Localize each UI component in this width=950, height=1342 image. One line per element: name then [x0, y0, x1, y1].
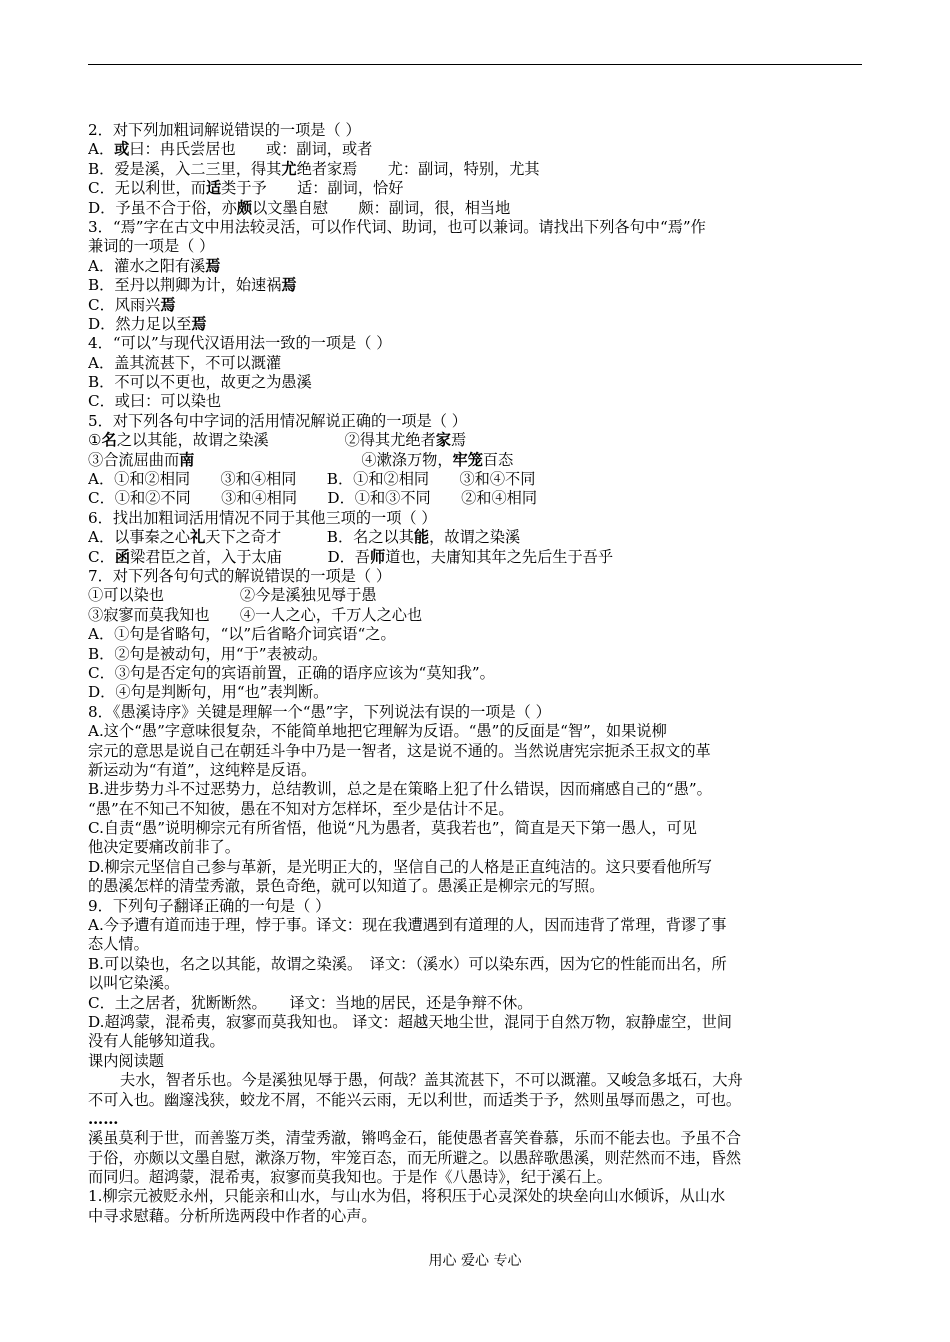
text-segment: 新运动为“有道”，这纯粹是反语。: [88, 760, 317, 779]
text-segment: 百态: [482, 450, 514, 469]
text-segment: 8．《愚溪诗序》关键是理解一个“愚”字，下列说法有误的一项是（ ）: [88, 702, 551, 721]
text-line: [88, 1168, 864, 1187]
text-segment: C.自责“愚”说明柳宗元有所省悟，他说“凡为愚者，莫我若也”，简直是天下第一愚人，可见: [88, 819, 697, 838]
text-line: [88, 935, 864, 954]
text-segment: 宗元的意思是说自己在朝廷斗争中乃是一智者，这是说不通的。当然说唐宪宗扼杀王叔文的革: [88, 741, 711, 760]
text-line: [88, 257, 864, 276]
text-line: [88, 140, 864, 159]
text-segment: 梁君臣之首，入于太庙 D．吾: [130, 547, 370, 566]
text-line: [88, 1187, 864, 1206]
text-line: [88, 392, 864, 411]
text-segment: 9．下列句子翻译正确的一句是（ ）: [88, 896, 331, 915]
text-segment: 7．对下列各句句式的解说错误的一项是（ ）: [88, 566, 392, 585]
text-line: [88, 664, 864, 683]
bold-term: 颇: [236, 198, 253, 217]
text-segment: C．风雨兴: [88, 295, 161, 314]
text-line: [88, 334, 864, 353]
text-segment: D．予虽不合于俗，亦: [88, 198, 237, 217]
text-segment: 4．“可以”与现代汉语用法一致的一项是（ ）: [88, 334, 392, 353]
text-segment: ①: [88, 431, 102, 450]
text-line: [88, 1129, 864, 1148]
text-line: [88, 606, 864, 625]
text-segment: D．④句是判断句，用“也”表判断。: [88, 683, 329, 702]
text-line: [88, 877, 864, 896]
text-line: [88, 276, 864, 295]
text-line: [88, 412, 864, 431]
text-line: [88, 586, 864, 605]
text-line: [88, 373, 864, 392]
text-line: [88, 703, 864, 722]
bold-term: 焉: [191, 314, 207, 333]
text-line: [88, 858, 864, 877]
text-segment: A.今予遭有道而违于理，悖于事。译文：现在我遭遇到有道理的人，因而违背了常理，背谬了事: [88, 916, 727, 935]
text-segment: 夫水，智者乐也。今是溪独见辱于愚，何哉？盖其流甚下，不可以溉灌。又峻急多坻石，大舟: [120, 1071, 743, 1090]
text-segment: 6．找出加粗词活用情况不同于其他三项的一项（ ）: [88, 508, 437, 527]
bold-term: 家: [435, 431, 451, 450]
text-segment: 不可入也。幽邃浅狭，蛟龙不屑，不能兴云雨，无以利世，而适类于予，然则虽辱而愚之，可也。: [88, 1090, 742, 1109]
text-line: [88, 315, 864, 334]
text-line: [88, 451, 864, 470]
text-line: [88, 296, 864, 315]
text-segment: 3．“焉”字在古文中用法较灵活，可以作代词、助词，也可以兼词。请找出下列各句中“焉”作: [88, 217, 706, 236]
text-line: [88, 683, 864, 702]
text-line: [88, 218, 864, 237]
text-segment: 绝者家焉 尤：副词，特别，尤其: [296, 159, 540, 178]
text-line: [88, 431, 864, 450]
bold-term: 焉: [205, 256, 221, 275]
text-segment: 没有人能够知道我。: [88, 1032, 225, 1051]
text-segment: 溪虽莫利于世，而善鉴万类，清莹秀澈，锵鸣金石，能使愚者喜笑眷慕，乐而不能去也。予虽不合: [88, 1129, 742, 1148]
text-segment: 态人情。: [88, 935, 149, 954]
text-segment: ，故谓之染溪: [429, 528, 521, 547]
text-segment: A．灌水之阳有溪: [88, 256, 206, 275]
text-line: [88, 354, 864, 373]
bold-term: 或: [114, 140, 130, 159]
text-segment: 以文墨自慰 颇：副词，很，相当地: [252, 198, 511, 217]
text-segment: C．无以利世，而: [88, 179, 206, 198]
text-segment: B．不可以不更也，故更之为愚溪: [88, 373, 312, 392]
text-line: [88, 819, 864, 838]
bold-term: 名: [101, 431, 117, 450]
text-line: [88, 800, 864, 819]
text-segment: 天下之奇才 B．名之以其: [205, 528, 414, 547]
text-segment: ④漱涤万物，: [194, 450, 453, 469]
text-segment: A．: [88, 140, 115, 159]
text-line: [88, 897, 864, 916]
text-line: [88, 1013, 864, 1032]
text-segment: D.柳宗元坚信自己参与革新，是光明正大的，坚信自己的人格是正直纯洁的。这只要看他所写: [88, 857, 712, 876]
text-segment: A．盖其流甚下，不可以溉灌: [88, 353, 282, 372]
bold-term: 南: [179, 450, 195, 469]
text-segment: 以叫它染溪。: [88, 974, 180, 993]
text-segment: “愚”在不知己不知彼，愚在不知对方怎样坏，至少是估计不足。: [88, 799, 514, 818]
text-segment: ③寂寥而莫我知也 ④一人之心，千万人之心也: [88, 605, 423, 624]
text-segment: 5．对下列各句中字词的活用情况解说正确的一项是（ ）: [88, 411, 467, 430]
text-segment: 类于予 适：副词，恰好: [221, 179, 404, 198]
text-segment: C．: [88, 547, 115, 566]
text-line: [88, 994, 864, 1013]
text-segment: B．爱是溪，入二三里，得其: [88, 159, 282, 178]
bold-term: 师: [370, 547, 386, 566]
text-line: [88, 567, 864, 586]
text-line: [88, 645, 864, 664]
bold-term: 函: [114, 547, 130, 566]
text-line: [88, 780, 864, 799]
bold-term: 牢笼: [452, 450, 483, 469]
text-segment: 之以其能，故谓之染溪 ②得其尤绝者: [116, 431, 436, 450]
text-line: [88, 1149, 864, 1168]
page-footer: 用心 爱心 专心: [428, 1253, 522, 1269]
text-line: [88, 955, 864, 974]
bold-term: 能: [413, 528, 430, 547]
text-segment: 中寻求慰藉。分析所选两段中作者的心声。: [88, 1206, 377, 1225]
text-line: [88, 838, 864, 857]
text-line: [88, 916, 864, 935]
text-segment: 2．对下列加粗词解说错误的一项是（ ）: [88, 121, 361, 139]
text-segment: B.可以染也，名之以其能，故谓之染溪。 译文：（溪水）可以染东西，因为它的性能而出名，所: [88, 954, 727, 973]
text-line: [88, 237, 864, 256]
text-segment: A.这个“愚”字意味很复杂，不能简单地把它理解为反语。“愚”的反面是“智”，如果说柳: [88, 722, 667, 741]
text-line: [88, 470, 864, 489]
text-line: [88, 625, 864, 644]
text-segment: 而同归。超鸿蒙，混希夷，寂寥而莫我知也。于是作《八愚诗》，纪于溪石上。: [88, 1168, 612, 1187]
text-line: [88, 199, 864, 218]
text-segment: A．①和②相同 ③和④相同 B．①和②相同 ③和④不同: [88, 470, 536, 489]
text-line: [88, 1071, 864, 1090]
text-line: [88, 160, 864, 179]
bold-term: 尤: [281, 159, 297, 178]
text-line: [88, 1091, 864, 1110]
text-line: [88, 548, 864, 567]
text-segment: C．或曰：可以染也: [88, 392, 222, 411]
text-segment: C．③句是否定句的宾语前置，正确的语序应该为“莫知我”。: [88, 663, 495, 682]
text-line: [88, 1032, 864, 1051]
bold-term: 焉: [160, 295, 176, 314]
text-segment: ①可以染也 ②今是溪独见辱于愚: [88, 586, 377, 605]
text-segment: 他决定要痛改前非了。: [88, 838, 240, 857]
text-segment: 1.柳宗元被贬永州，只能亲和山水，与山水为侣，将积压于心灵深处的块垒向山水倾诉，从山水: [88, 1187, 726, 1206]
text-line: [88, 121, 864, 140]
bold-term: ……: [88, 1109, 119, 1128]
text-segment: 的愚溪怎样的清莹秀澈，景色奇绝，就可以知道了。愚溪正是柳宗元的写照。: [88, 877, 605, 896]
text-segment: B.进步势力斗不过恶势力，总结教训，总之是在策略上犯了什么错误，因而痛感自己的“愚”。: [88, 780, 712, 799]
text-line: [88, 722, 864, 741]
text-line: [88, 1207, 864, 1226]
header-rule: [88, 64, 862, 65]
bold-term: 适: [205, 179, 222, 198]
text-segment: A．以事秦之心: [88, 528, 191, 547]
text-line: [88, 974, 864, 993]
text-line: [88, 1110, 864, 1129]
text-segment: C．①和②不同 ③和④相同 D．①和③不同 ②和④相同: [88, 489, 538, 508]
text-segment: 于俗，亦颇以文墨自慰，漱涤万物，牢笼百态，而无所避之。以愚辞歌愚溪，则茫然而不违，昏然: [88, 1148, 742, 1167]
text-segment: 曰：冉氏尝居也 或：副词，或者: [129, 140, 373, 159]
document-body: [88, 121, 864, 1226]
text-line: [88, 179, 864, 198]
text-line: [88, 489, 864, 508]
text-segment: ③合流屈曲而: [88, 450, 180, 469]
text-segment: D．然力足以至: [88, 314, 192, 333]
text-segment: 兼词的一项是（ ）: [88, 237, 215, 256]
text-line: [88, 528, 864, 547]
text-line: [88, 742, 864, 761]
text-segment: B．②句是被动句，用“于”表被动。: [88, 644, 328, 663]
text-segment: 道也，夫庸知其年之先后生于吾乎: [385, 547, 613, 566]
text-line: [88, 1052, 864, 1071]
bold-term: 礼: [190, 528, 206, 547]
text-segment: D.超鸿蒙，混希夷，寂寥而莫我知也。 译文：超越天地尘世，混同于自然万物，寂静虚空，世间: [88, 1012, 732, 1031]
text-segment: A．①句是省略句，“以”后省略介词宾语“之。: [88, 625, 396, 644]
text-line: [88, 761, 864, 780]
text-segment: 焉: [450, 431, 467, 450]
text-segment: B．至丹以荆卿为计，始速祸: [88, 276, 282, 295]
text-line: [88, 509, 864, 528]
text-segment: C．土之居者，犹断断然。 译文：当地的居民，还是争辩不休。: [88, 993, 533, 1012]
text-segment: 课内阅读题: [88, 1051, 164, 1070]
bold-term: 焉: [281, 276, 297, 295]
